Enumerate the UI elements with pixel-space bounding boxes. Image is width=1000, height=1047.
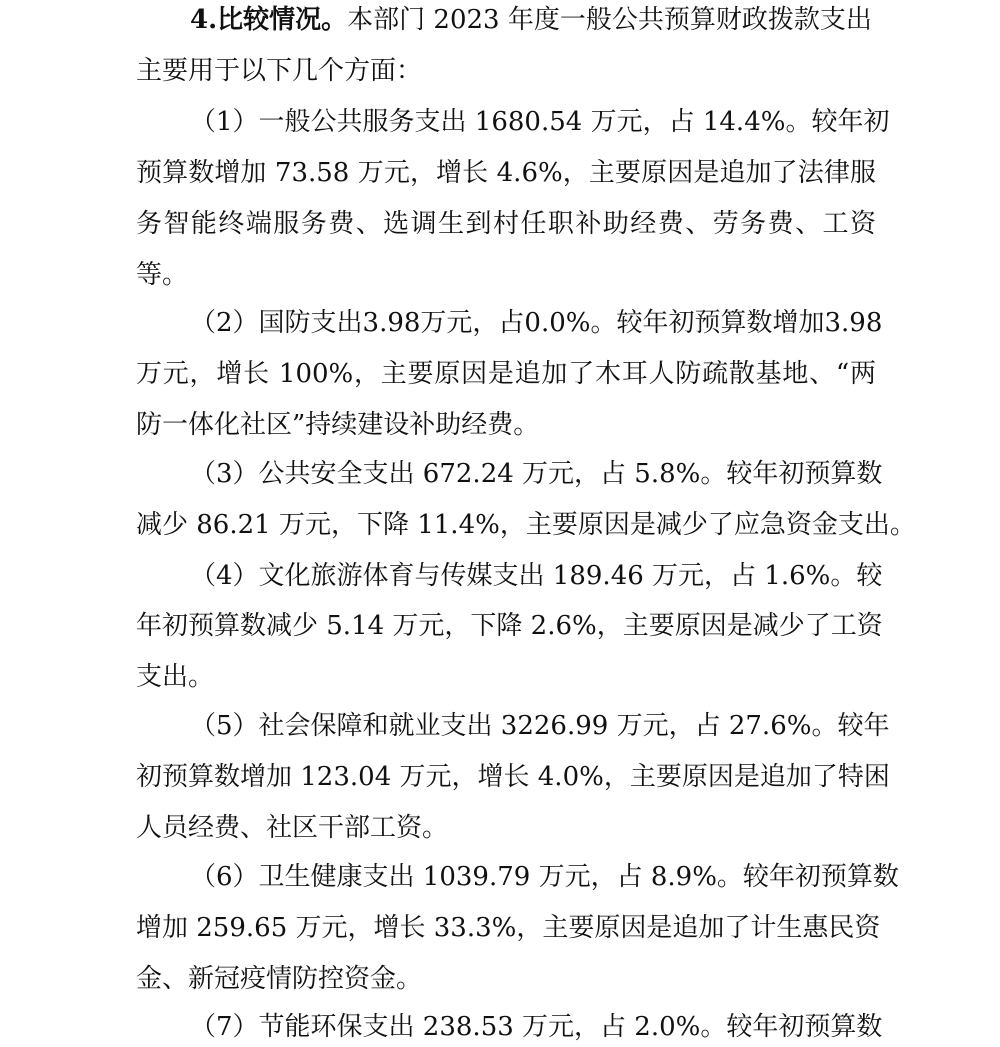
text-line: 务智能终端服务费、选调生到村任职补助经费、劳务费、工资 — [136, 209, 876, 239]
item-2-line: （2）国防支出3.98万元，占0.0%。较年初预算数增加3.98 — [190, 308, 883, 338]
text-line: 金、新冠疫情防控资金。 — [136, 964, 423, 994]
text-line: 预算数增加 73.58 万元，增长 4.6%，主要原因是追加了法律服 — [136, 158, 876, 188]
text-line: 年初预算数减少 5.14 万元，下降 2.6%，主要原因是减少了工资 — [136, 611, 883, 641]
item-3-line: （3）公共安全支出 672.24 万元，占 5.8%。较年初预算数 — [190, 459, 883, 489]
item-7-line: （7）节能环保支出 238.53 万元，占 2.0%。较年初预算数 — [190, 1012, 883, 1042]
text-line: 减少 86.21 万元，下降 11.4%，主要原因是减少了应急资金支出。 — [136, 510, 916, 540]
text-line: 人员经费、社区干部工资。 — [136, 813, 449, 843]
text-line: 主要用于以下几个方面： — [136, 56, 423, 86]
item-6-line: （6）卫生健康支出 1039.79 万元，占 8.9%。较年初预算数 — [190, 862, 899, 892]
item-4-line: （4）文化旅游体育与传媒支出 189.46 万元，占 1.6%。较 — [190, 561, 883, 591]
section-heading: 4.比较情况。 — [190, 5, 348, 35]
item-5-line: （5）社会保障和就业支出 3226.99 万元，占 27.6%。较年 — [190, 711, 890, 741]
text-line: 万元，增长 100%，主要原因是追加了木耳人防疏散基地、“两 — [136, 359, 876, 389]
text-line: 等。 — [136, 260, 189, 290]
text-line: 防一体化社区”持续建设补助经费。 — [136, 410, 540, 440]
text-line: 增加 259.65 万元，增长 33.3%，主要原因是追加了计生惠民资 — [136, 913, 881, 943]
paragraph-text: 本部门 2023 年度一般公共预算财政拨款支出 — [347, 5, 872, 35]
text-line: 初预算数增加 123.04 万元，增长 4.0%，主要原因是追加了特困 — [136, 762, 890, 792]
text-line: 支出。 — [136, 662, 215, 692]
section-heading-line — [190, 0, 872, 40]
item-1-line: （1）一般公共服务支出 1680.54 万元，占 14.4%。较年初 — [190, 107, 890, 137]
